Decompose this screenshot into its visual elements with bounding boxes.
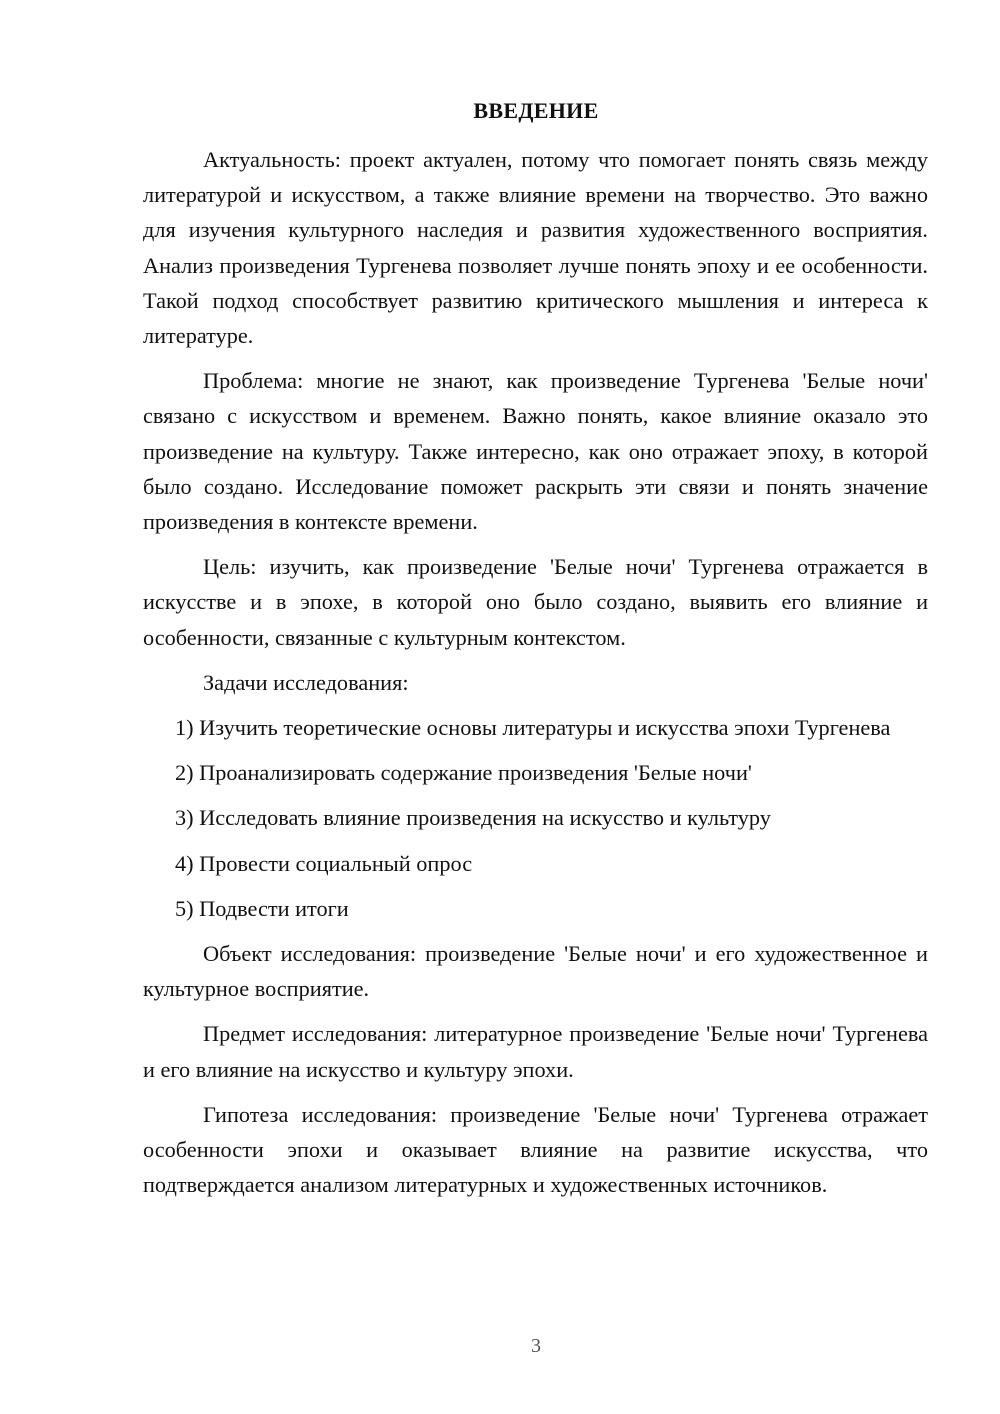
page-title: ВВЕДЕНИЕ xyxy=(473,98,599,123)
document-body xyxy=(143,142,928,1202)
task-item-4: 4) Провести социальный опрос xyxy=(175,850,473,876)
subject-paragraph: Предмет исследования: литературное произведение 'Белые ночи' Тургенева и его влияние на искусство и культуру эпохи. xyxy=(143,1021,928,1082)
relevance-paragraph: Актуальность: проект актуален, потому что помогает понять связь между литературой и искусством, а также влияние времени на творчество. Это важно для изучения культурного наследия и развития художественного восприятия. Анализ произведения Тургенева позволяет лучше понять эпоху и ее особенности. Такой подход способствует развитию критического мышления и интереса к литературе. xyxy=(143,147,928,349)
tasks-heading: Задачи исследования: xyxy=(203,669,409,695)
task-item-5: 5) Подвести итоги xyxy=(175,895,349,921)
hypothesis-paragraph: Гипотеза исследования: произведение 'Белые ночи' Тургенева отражает особенности эпохи и оказывает влияние на развитие искусства, что подтверждается анализом литературных и художественных источников. xyxy=(143,1101,928,1198)
problem-paragraph: Проблема: многие не знают, как произведение Тургенева 'Белые ночи' связано с искусством и временем. Важно понять, какое влияние оказало это произведение на культуру. Также интересно, как оно отражает эпоху, в которой было создано. Исследование поможет раскрыть эти связи и понять значение произведения в контексте времени. xyxy=(143,368,928,535)
task-item-3: 3) Исследовать влияние произведения на искусство и культуру xyxy=(175,805,771,831)
page-number: 3 xyxy=(531,1335,541,1357)
task-item-1: 1) Изучить теоретические основы литературы и искусства эпохи Тургенева xyxy=(175,715,891,741)
goal-paragraph: Цель: изучить, как произведение 'Белые ночи' Тургенева отражается в искусстве и в эпохе, в которой оно было создано, выявить его влияние и особенности, связанные с культурным контекстом. xyxy=(143,554,928,650)
task-item-2: 2) Проанализировать содержание произведения 'Белые ночи' xyxy=(175,760,752,786)
object-paragraph: Объект исследования: произведение 'Белые ночи' и его художественное и культурное восприятие. xyxy=(143,941,928,1002)
